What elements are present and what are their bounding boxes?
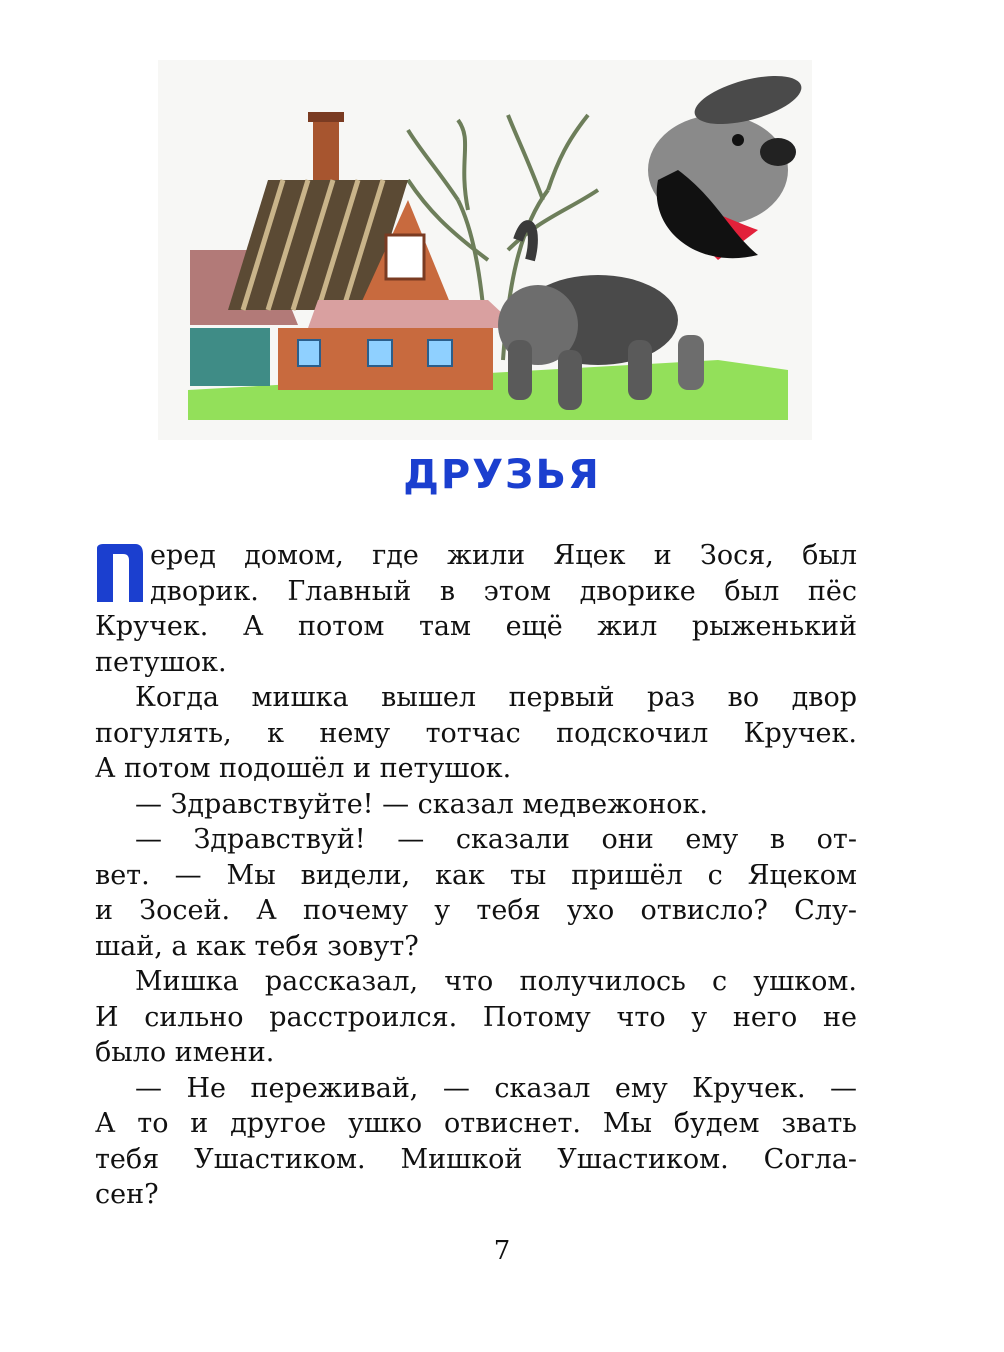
text-line: дворик. Главный в этом дворике был пёс <box>150 575 857 607</box>
text-line: — Не переживай, — сказал ему Кручек. — <box>135 1072 857 1104</box>
page-number: 7 <box>493 1236 511 1266</box>
text-line: было имени. <box>95 1037 275 1068</box>
text-line: А потом подошёл и петушок. <box>95 753 512 784</box>
text-line: и Зосей. А почему у тебя ухо отвисло? Слу- <box>95 895 857 926</box>
text-line: петушок. <box>95 646 227 678</box>
text-line: вет. — Мы видели, как ты пришёл с Яцеком <box>95 859 857 891</box>
text-line: Мишка рассказал, что получилось с ушком. <box>135 966 857 997</box>
house-dog-tree-illustration <box>158 60 812 440</box>
text-line: сен? <box>95 1179 159 1210</box>
text-line: еред домом, где жили Яцек и Зося, был <box>150 540 857 571</box>
chapter-title: ДРУЗЬЯ <box>403 452 601 498</box>
text-line: — Здравствуйте! — сказал медвежонок. <box>135 788 708 820</box>
text-line: А то и другое ушко отвиснет. Мы будем звать <box>95 1108 857 1139</box>
house <box>190 112 518 390</box>
illustration <box>158 60 812 440</box>
text-line: погулять, к нему тотчас подскочил Кручек. <box>95 717 857 749</box>
text-line: Когда мишка вышел первый раз во двор <box>135 682 857 713</box>
text-line: Кручек. А потом там ещё жил рыженький <box>95 611 857 642</box>
text-line: — Здравствуй! — сказали они ему в от- <box>135 824 857 855</box>
text-line: тебя Ушастиком. Мишкой Ушастиком. Согла- <box>95 1143 857 1175</box>
dog <box>498 66 806 410</box>
text-line: И сильно расстроился. Потому что у него не <box>95 1001 857 1033</box>
story-text <box>95 538 857 1213</box>
text-line: шай, а как тебя зовут? <box>95 930 419 962</box>
